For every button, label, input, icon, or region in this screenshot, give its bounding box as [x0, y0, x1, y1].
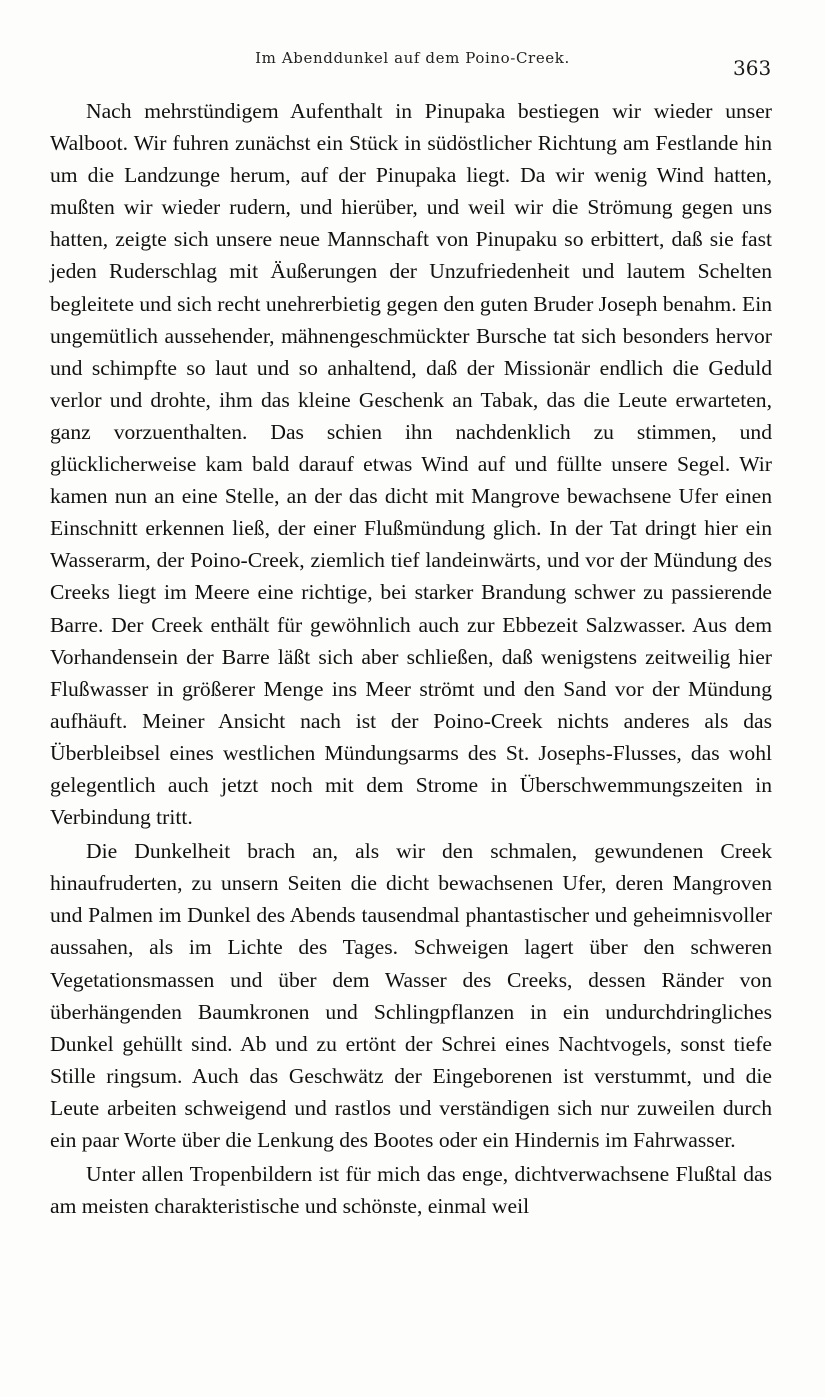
page-number: 363 [733, 56, 772, 80]
paragraph-1: Nach mehrstündigem Aufenthalt in Pinupaka bestiegen wir wieder unser Walboot. Wir fuhren zunächst ein Stück in südöstlicher Richtung am Festlande hin um die Landzunge herum, auf der Pinupaka liegt. Da wir wenig Wind hatten, mußten wir wieder rudern, und hierüber, und weil wir die Strömung gegen uns hatten, zeigte sich unsere neue Mannschaft von Pinupaku so erbittert, daß sie fast jeden Ruderschlag mit Äußerungen der Unzufriedenheit und lautem Schelten begleitete und sich recht unehrerbietig gegen den guten Bruder Joseph benahm. Ein ungemütlich aussehender, mähnengeschmückter Bursche tat sich besonders hervor und schimpfte so laut und so anhaltend, daß der Missionär endlich die Geduld verlor und drohte, ihm das kleine Geschenk an Tabak, das die Leute erwarteten, ganz vorzuenthalten. Das schien ihn nachdenklich zu stimmen, und glücklicherweise kam bald darauf etwas Wind auf und füllte unsere Segel. Wir kamen nun an eine Stelle, an der das dicht mit Mangrove bewachsene Ufer einen Einschnitt erkennen ließ, der einer Flußmündung glich. In der Tat dringt hier ein Wasserarm, der Poino-Creek, ziemlich tief landeinwärts, und vor der Mündung des Creeks liegt im Meere eine richtige, bei starker Brandung schwer zu passierende Barre. Der Creek enthält für gewöhnlich auch zur Ebbezeit Salzwasser. Aus dem Vorhandensein der Barre läßt sich aber schließen, daß wenigstens zeitweilig hier Flußwasser in größerer Menge ins Meer strömt und den Sand vor der Mündung aufhäuft. Meiner Ansicht nach ist der Poino-Creek nichts anderes als das Überbleibsel eines westlichen Mündungsarms des St. Josephs-Flusses, das wohl gelegentlich auch jetzt noch mit dem Strome in Überschwemmungszeiten in Verbindung tritt. [50, 99, 772, 830]
running-header: Im Abenddunkel auf dem Poino-Creek. [255, 49, 570, 67]
body-text [50, 95, 772, 1222]
paragraph-3: Unter allen Tropenbildern ist für mich das enge, dichtverwachsene Flußtal das am meisten charakteristische und schönste, einmal weil [50, 1162, 772, 1219]
paragraph-2: Die Dunkelheit brach an, als wir den schmalen, gewundenen Creek hinaufruderten, zu unsern Seiten die dicht bewachsenen Ufer, deren Mangroven und Palmen im Dunkel des Abends tausendmal phantastischer und geheimnisvoller aussahen, als im Lichte des Tages. Schweigen lagert über den schweren Vegetationsmassen und über dem Wasser des Creeks, dessen Ränder von überhängenden Baumkronen und Schlingpflanzen in ein undurchdringliches Dunkel gehüllt sind. Ab und zu ertönt der Schrei eines Nachtvogels, sonst tiefe Stille ringsum. Auch das Geschwätz der Eingeborenen ist verstummt, und die Leute arbeiten schweigend und rastlos und verständigen sich nur zuweilen durch ein paar Worte über die Lenkung des Bootes oder ein Hindernis im Fahrwasser. [50, 839, 772, 1152]
